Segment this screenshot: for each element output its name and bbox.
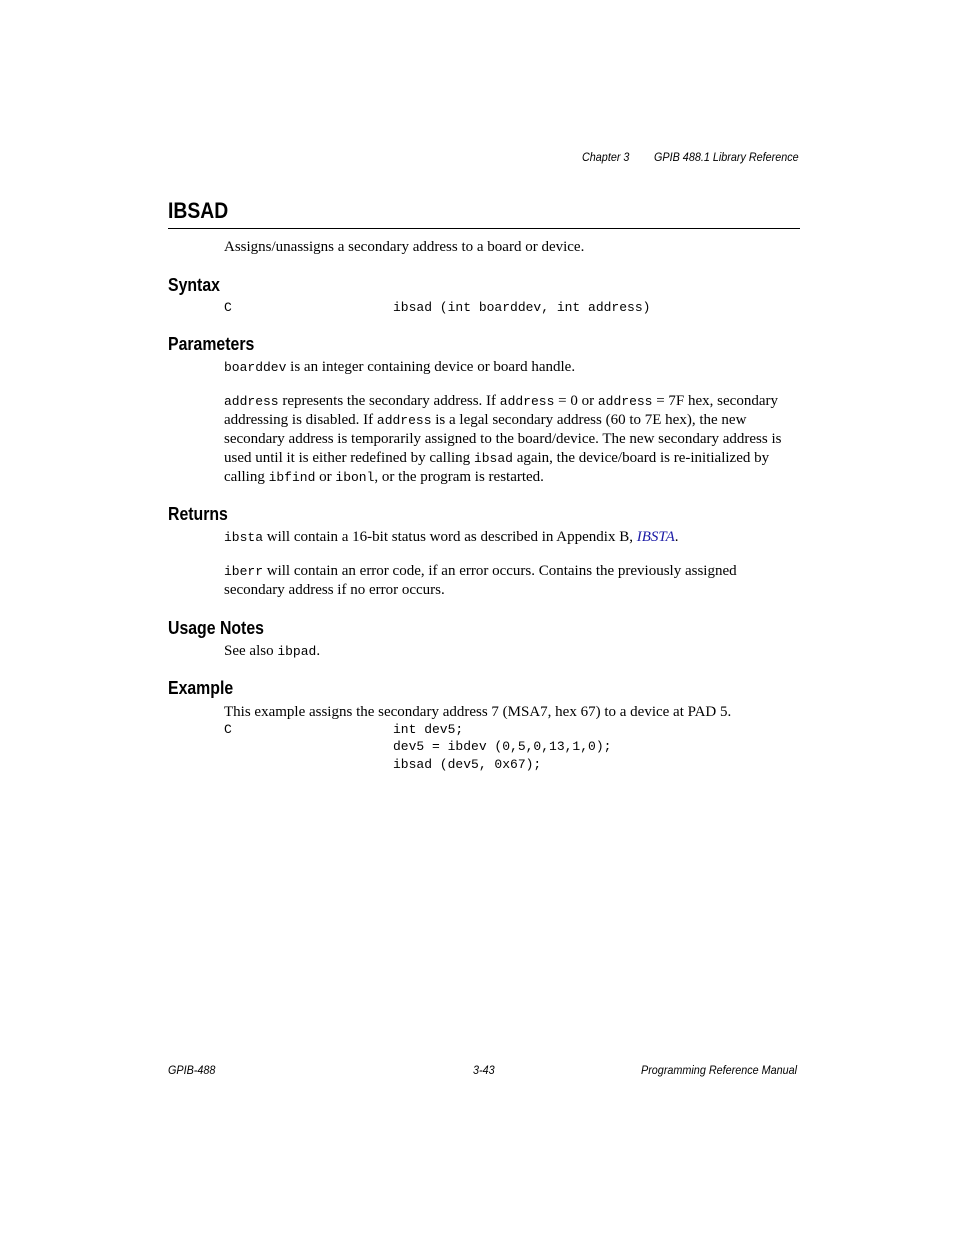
footer-manual-title: Programming Reference Manual — [641, 1063, 798, 1077]
return-iberr: iberr will contain an error code, if an error occurs. Contains the previously assigned secondary address if no error occurs. — [224, 563, 737, 598]
code-iberr: iberr — [224, 564, 264, 579]
code-ibfind: ibfind — [268, 470, 316, 485]
code-ibsad: ibsad — [473, 451, 513, 466]
code-address: address — [499, 394, 555, 409]
example-code-line: ibsad (dev5, 0x67); — [393, 757, 542, 772]
return-ibsta: ibsta will contain a 16-bit status word as described in Appendix B, IBSTA. — [224, 529, 679, 545]
usage-notes-text: See also ibpad. — [224, 643, 321, 659]
example-text: This example assigns the secondary address 7 (MSA7, hex 67) to a device at PAD 5. — [224, 704, 732, 720]
example-heading: Example — [168, 678, 234, 698]
code-address: address — [376, 413, 432, 428]
example-code-line: dev5 = ibdev (0,5,0,13,1,0); — [393, 739, 612, 754]
footer-page-number: 3-43 — [473, 1063, 495, 1077]
ibsta-link[interactable]: IBSTA — [636, 529, 675, 545]
parameter-address: address represents the secondary address. If address = 0 or address = 7F hex, secondary addressing is disabled. If address is a legal secondary address (60 to 7E hex), the new secondary address is temporarily assigned to the board/device. The new secondary address is used until it is either redefined by calling ibsad again, the device/board is re-initialized by calling ibfind or ibonl, or the program is restarted. — [224, 393, 782, 485]
running-header-section: GPIB 488.1 Library Reference — [654, 150, 799, 164]
code-boarddev: boarddev — [224, 360, 287, 375]
returns-heading: Returns — [168, 504, 228, 524]
example-language: C — [224, 722, 232, 737]
example-code-line: int dev5; — [393, 722, 464, 737]
running-header-chapter: Chapter 3 — [582, 150, 630, 164]
parameter-boarddev: boarddev is an integer containing device or board handle. — [224, 359, 576, 375]
page-title: IBSAD — [168, 198, 229, 223]
syntax-language: C — [224, 300, 232, 315]
code-ibonl: ibonl — [335, 470, 375, 485]
code-address: address — [597, 394, 653, 409]
code-ibsta: ibsta — [224, 530, 264, 545]
title-divider — [168, 228, 800, 229]
code-ibpad: ibpad — [277, 644, 317, 659]
syntax-heading: Syntax — [168, 275, 220, 295]
syntax-signature: ibsad (int boarddev, int address) — [393, 300, 651, 315]
code-address: address — [224, 394, 279, 409]
parameters-heading: Parameters — [168, 334, 255, 354]
footer-product: GPIB-488 — [168, 1063, 216, 1077]
usage-notes-heading: Usage Notes — [168, 618, 264, 638]
summary-text: Assigns/unassigns a secondary address to a board or device. — [224, 239, 585, 255]
